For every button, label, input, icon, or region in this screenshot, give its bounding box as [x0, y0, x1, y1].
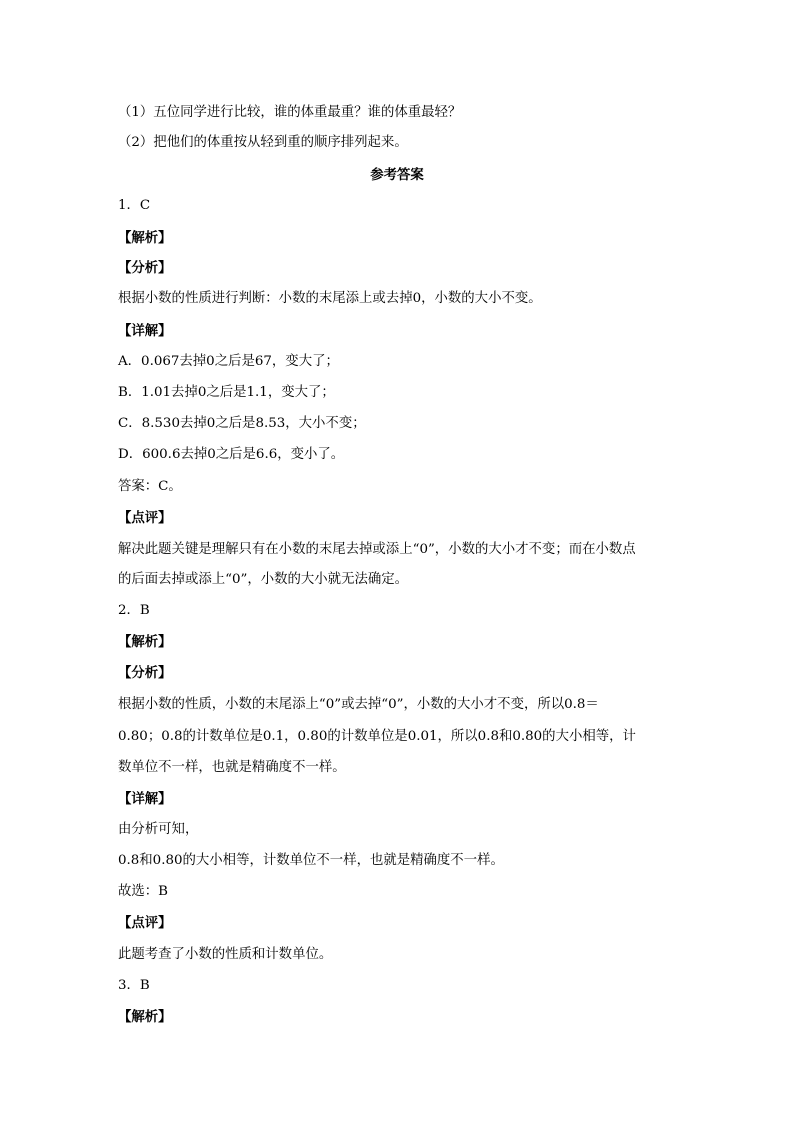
item1-answer: 答案：C。 — [118, 479, 182, 494]
item2-number: 2．B — [118, 603, 150, 618]
question-1: （1）五位同学进行比较，谁的体重最重？谁的体重最轻？ — [118, 105, 462, 120]
item1-option-b: B．1.01去掉0之后是1.1，变大了； — [118, 385, 335, 400]
item1-jiexi-heading: 【解析】 — [118, 230, 172, 246]
item1-xiangjie-heading: 【详解】 — [118, 323, 172, 339]
item2-fenxi-heading: 【分析】 — [118, 665, 172, 681]
item3-jiexi-heading: 【解析】 — [118, 1009, 172, 1025]
question-2: （2）把他们的体重按从轻到重的顺序排列起来。 — [118, 135, 408, 150]
item2-fenxi-line1: 根据小数的性质，小数的末尾添上“0”或去掉“0”，小数的大小才不变，所以0.8＝ — [118, 697, 599, 712]
item2-xiangjie-heading: 【详解】 — [118, 791, 172, 807]
item2-fenxi-line2: 0.80；0.8的计数单位是0.1，0.80的计数单位是0.01，所以0.8和0.80的大小相等，计 — [118, 729, 636, 744]
item1-option-a: A．0.067去掉0之后是67，变大了； — [118, 354, 339, 369]
item2-dianping-heading: 【点评】 — [118, 915, 172, 931]
item1-fenxi-text: 根据小数的性质进行判断：小数的末尾添上或去掉0，小数的大小不变。 — [118, 291, 542, 306]
item2-fenxi-line3: 数单位不一样，也就是精确度不一样。 — [118, 760, 346, 775]
item2-dianping-text: 此题考查了小数的性质和计数单位。 — [118, 947, 333, 962]
item2-xiangjie-line1: 由分析可知， — [118, 822, 199, 837]
item1-dianping-line2: 的后面去掉或添上“0”，小数的大小就无法确定。 — [118, 572, 409, 587]
item1-option-d: D．600.6去掉0之后是6.6，变小了。 — [118, 447, 345, 462]
item1-fenxi-heading: 【分析】 — [118, 260, 172, 276]
item3-number: 3．B — [118, 978, 150, 993]
item1-dianping-heading: 【点评】 — [118, 510, 172, 526]
item2-jiexi-heading: 【解析】 — [118, 634, 172, 650]
item2-xiangjie-line2: 0.8和0.80的大小相等，计数单位不一样，也就是精确度不一样。 — [118, 853, 504, 868]
item2-answer: 故选：B — [118, 884, 169, 899]
item1-dianping-line1: 解决此题关键是理解只有在小数的末尾去掉或添上“0”，小数的大小才不变；而在小数点 — [118, 542, 636, 557]
item1-number: 1．C — [118, 198, 151, 213]
item1-option-c: C．8.530去掉0之后是8.53，大小不变； — [118, 416, 366, 431]
answer-title: 参考答案 — [370, 167, 424, 183]
